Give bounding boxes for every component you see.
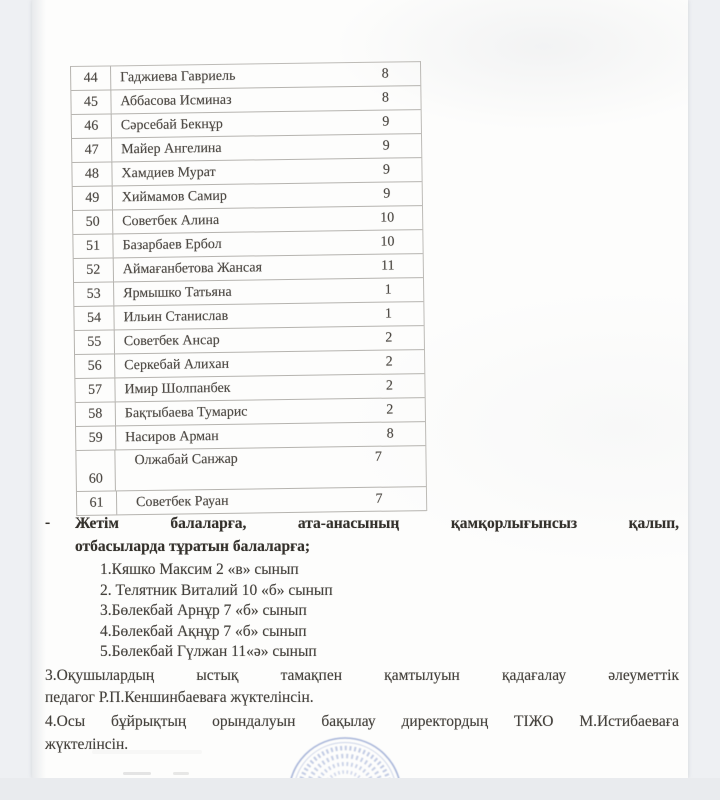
bleed-through-smudge — [92, 750, 202, 754]
list-item: 1.Кяшко Максим 2 «в» сынып — [100, 561, 299, 578]
orphan-heading — [75, 512, 679, 558]
student-name: Советбек Алина — [122, 212, 220, 229]
row-number: 58 — [76, 402, 116, 426]
student-name: Олжабай Санжар — [134, 451, 238, 469]
student-value: 9 — [382, 138, 390, 154]
row-number: 51 — [73, 234, 113, 258]
student-name: Ярмышко Татьяна — [123, 284, 232, 301]
student-name: Серкебай Алихан — [124, 356, 230, 373]
student-value: 10 — [380, 233, 395, 250]
orphan-heading-line1: Жетім балаларға, ата-анасының қамқорлығынсыз қалып, — [75, 515, 679, 532]
paragraph-3 — [45, 665, 679, 710]
row-number: 44 — [71, 66, 111, 90]
student-value: 2 — [385, 330, 393, 346]
photo-background-bottom — [0, 778, 720, 800]
student-value: 9 — [383, 186, 391, 202]
student-value: 10 — [380, 209, 395, 226]
students-table-wrapper — [70, 61, 427, 516]
student-value: 8 — [381, 90, 390, 106]
student-name: Аббасова Исминаз — [120, 92, 232, 109]
student-name: Хиймамов Самир — [121, 188, 227, 205]
student-value: 11 — [380, 257, 395, 274]
paragraph-4-line1: 4.Осы бұйрықтың орындалуын бақылау директордың ТІЖО М.Истибаеваға — [45, 713, 679, 731]
student-name: Насиров Арман — [125, 428, 219, 445]
row-number: 56 — [75, 354, 115, 378]
list-item: 2. Телятник Виталий 10 «б» сынып — [100, 581, 333, 599]
row-number: 47 — [72, 138, 112, 162]
student-name: Аймағанбетова Жансая — [122, 259, 263, 277]
orphan-heading-line2: отбасыларда тұратын балаларға; — [75, 538, 311, 555]
row-number: 52 — [74, 258, 114, 282]
document-page — [32, 0, 688, 778]
row-number: 49 — [73, 186, 113, 210]
student-value: 1 — [384, 306, 393, 322]
paragraph-4-line2: жүктелінсін. — [45, 735, 129, 753]
student-value: 9 — [382, 162, 391, 178]
row-number: 50 — [73, 210, 113, 234]
row-number: 54 — [74, 306, 114, 330]
paragraph-3-line1: 3.Оқушылардың ыстық тамақпен қамтылуын қадағалау әлеуметтік — [45, 666, 679, 684]
students-table — [70, 61, 427, 516]
student-value: 2 — [386, 402, 394, 418]
student-value: 8 — [386, 426, 394, 442]
dash-bullet: - — [45, 514, 51, 531]
row-number: 45 — [71, 90, 111, 114]
student-name: Бақтыбаева Тумарис — [124, 404, 248, 421]
row-number: 60 — [76, 450, 116, 491]
bleed-through-smudge — [123, 772, 151, 775]
row-number: 59 — [76, 426, 116, 450]
student-value: 7 — [374, 449, 383, 465]
student-name: Имир Шолпанбек — [124, 380, 231, 397]
student-value: 9 — [382, 114, 390, 130]
student-name: Базарбаев Ербол — [122, 236, 222, 253]
student-name: Советбек Рауан — [135, 493, 229, 510]
student-value: 7 — [375, 491, 383, 507]
list-item: 3.Бөлекбай Арнұр 7 «б» сынып — [100, 602, 307, 619]
official-round-stamp-icon — [282, 731, 408, 778]
row-number: 57 — [75, 378, 115, 402]
list-item: 5.Бөлекбай Гүлжан 11«ә» сынып — [100, 643, 317, 660]
student-name: Хамдиев Мурат — [121, 164, 216, 181]
orphan-heading-row — [45, 512, 679, 558]
student-name: Майер Ангелина — [121, 140, 222, 157]
student-value: 1 — [384, 282, 392, 298]
table-row — [76, 446, 426, 492]
bleed-through-smudge — [173, 772, 189, 775]
student-name: Гаджиева Гавриель — [120, 68, 236, 85]
student-value: 2 — [385, 378, 394, 394]
orphan-student-list — [100, 560, 679, 663]
order-text-section — [45, 512, 679, 756]
student-value: 8 — [381, 66, 389, 82]
student-name: Советбек Ансар — [123, 332, 220, 349]
list-item: 4.Бөлекбай Ақнұр 7 «б» сынып — [100, 622, 307, 640]
row-number: 46 — [72, 114, 112, 138]
row-number: 53 — [74, 282, 114, 306]
row-number: 61 — [77, 491, 117, 515]
student-name: Ильин Станислав — [123, 308, 229, 325]
student-value: 2 — [385, 354, 393, 370]
row-number: 48 — [72, 162, 112, 186]
row-number: 55 — [75, 330, 115, 354]
paragraph-3-line2: педагог Р.П.Кеншинбаеваға жүктелінсін. — [45, 688, 314, 706]
student-name: Сәрсебай Бекнұр — [120, 116, 223, 133]
